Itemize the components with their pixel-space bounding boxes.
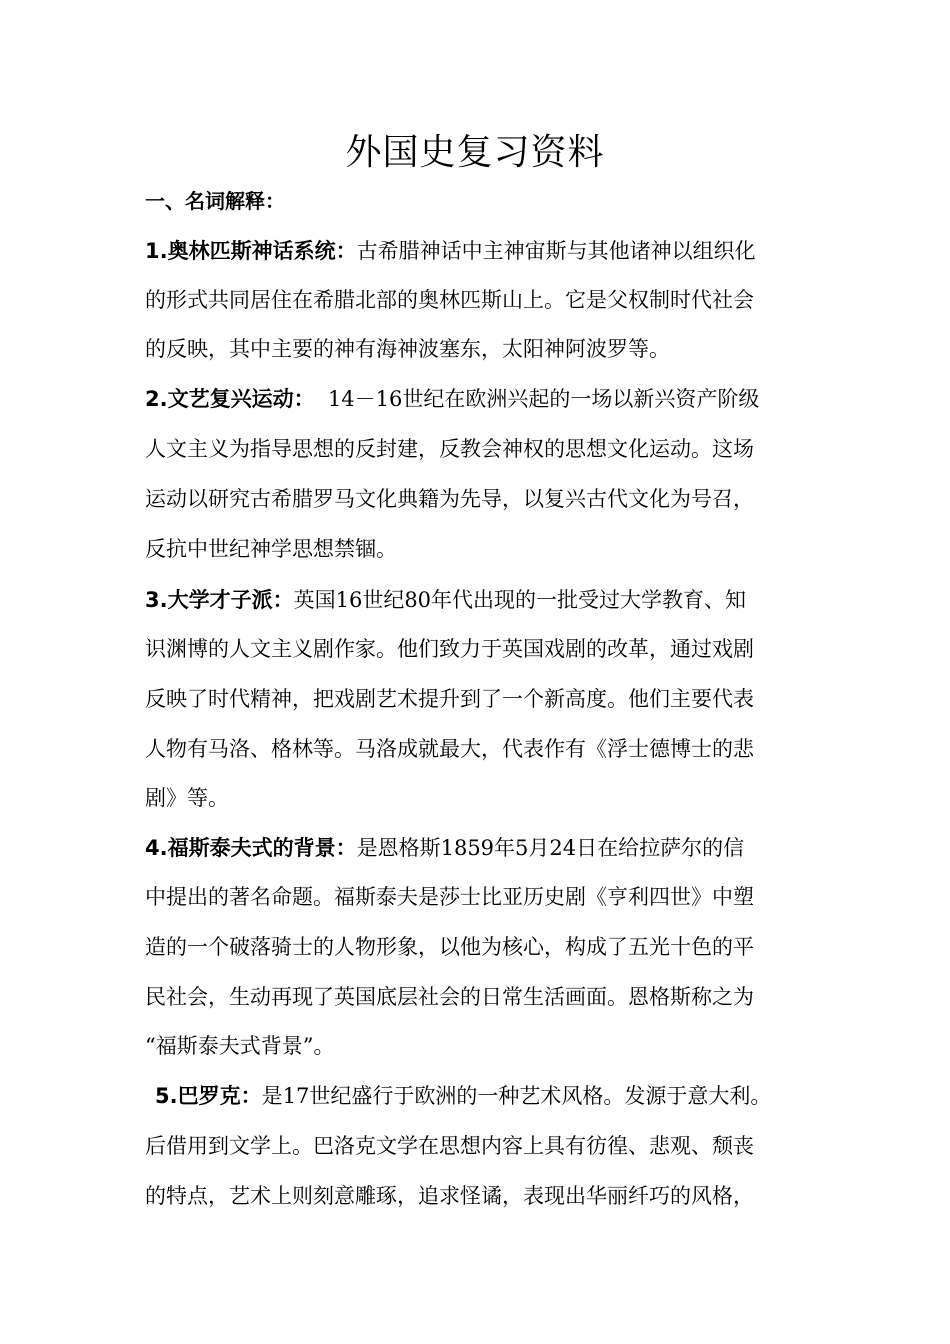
entry-2-line-3: 运动以研究古希腊罗马文化典籍为先导，以复兴古代文化为号召，	[145, 487, 754, 511]
entry-5-text: 是17世纪盛行于欧洲的一种艺术风格。发源于意大利。	[261, 1084, 772, 1108]
entry-1-line-2: 的形式共同居住在希腊北部的奥林匹斯山上。它是父权制时代社会	[145, 288, 754, 312]
entry-4-line-1	[145, 833, 835, 863]
entry-4-line-2: 中提出的著名命题。福斯泰夫是莎士比亚历史剧《亨利四世》中塑	[145, 885, 754, 909]
entry-5-line-2: 后借用到文学上。巴洛克文学在思想内容上具有彷徨、悲观、颓丧	[145, 1134, 754, 1158]
entry-5-term: 5.巴罗克：	[155, 1084, 262, 1108]
entry-2-line-1	[145, 384, 835, 414]
entry-2-line-4: 反抗中世纪神学思想禁锢。	[145, 537, 397, 561]
entry-3-line-3: 反映了时代精神，把戏剧艺术提升到了一个新高度。他们主要代表	[145, 687, 754, 711]
entry-4-text: 是恩格斯1859年5月24日在给拉萨尔的信	[356, 836, 745, 860]
entry-2-text: 14－16世纪在欧洲兴起的一场以新兴资产阶级	[314, 387, 760, 411]
entry-1-text: 古希腊神话中主神宙斯与其他诸神以组织化	[356, 239, 756, 263]
entry-3-line-2: 识渊博的人文主义剧作家。他们致力于英国戏剧的改革，通过戏剧	[145, 637, 754, 661]
entry-1-line-3: 的反映，其中主要的神有海神波塞东，太阳神阿波罗等。	[145, 337, 670, 361]
entry-5-line-1	[155, 1081, 845, 1111]
entry-4-term: 4.福斯泰夫式的背景：	[145, 836, 357, 860]
document-title: 外国史复习资料	[345, 132, 605, 173]
entry-3-line-1	[145, 585, 835, 615]
entry-1-line-1	[145, 236, 835, 266]
entry-3-text: 英国16世纪80年代出现的一批受过大学教育、知	[293, 588, 747, 612]
entry-4-line-3: 造的一个破落骑士的人物形象，以他为核心，构成了五光十色的平	[145, 935, 754, 959]
entry-5-line-3: 的特点，艺术上则刻意雕琢，追求怪谲，表现出华丽纤巧的风格，	[145, 1184, 754, 1208]
entry-2-term: 2.文艺复兴运动：	[145, 387, 315, 411]
entry-1-term: 1.奥林匹斯神话系统：	[145, 239, 357, 263]
entry-3-term: 3.大学才子派：	[145, 588, 294, 612]
entry-4-line-5: “福斯泰夫式背景”。	[145, 1034, 335, 1058]
entry-2-line-2: 人文主义为指导思想的反封建，反教会神权的思想文化运动。这场	[145, 437, 754, 461]
entry-3-line-5: 剧》等。	[145, 786, 229, 810]
section-heading: 一、名词解释：	[145, 189, 285, 213]
entry-4-line-4: 民社会，生动再现了英国底层社会的日常生活画面。恩格斯称之为	[145, 985, 754, 1009]
entry-3-line-4: 人物有马洛、格林等。马洛成就最大，代表作有《浮士德博士的悲	[145, 737, 754, 761]
